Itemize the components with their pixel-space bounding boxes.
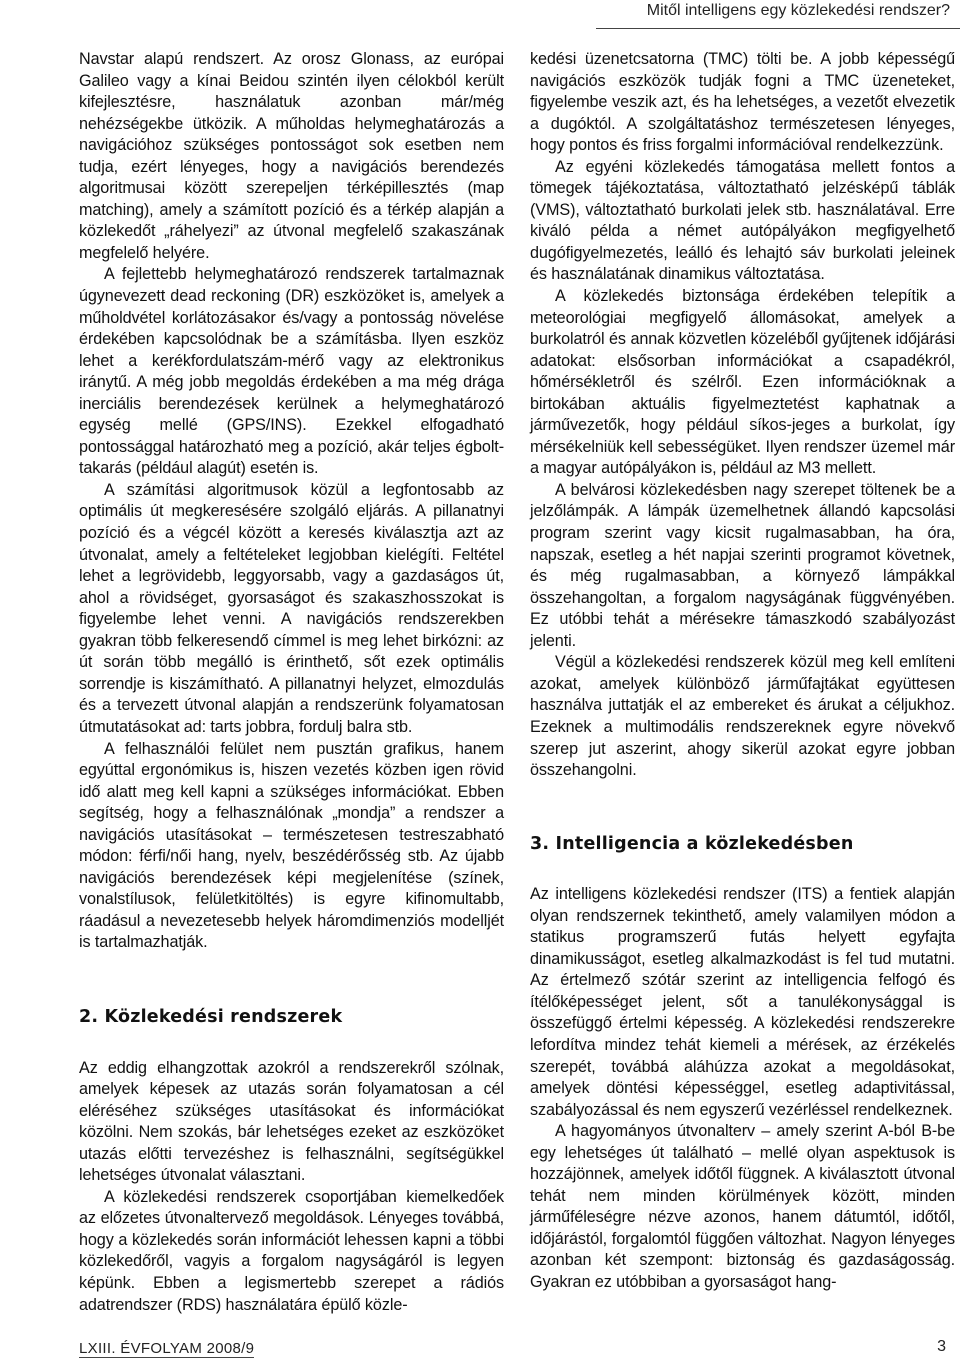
running-title: Mitől intelligens egy közlekedési rendszer?: [646, 2, 950, 19]
left-column: [79, 49, 504, 1316]
paragraph: kedési üzenetcsatorna (TMC) tölti be. A jobb képességű navigációs eszközök tudják fogni a TMC üzeneteket, figyelembe veszik azt, és ha lehetséges, a vezetőt elvezetik a dugóktól. A szolgáltatáshoz természetesen lényeges, hogy pontos és friss forgalmi információval rendelkezzünk.: [530, 50, 955, 155]
paragraph: A fejlettebb helymeghatározó rendszerek tartalmaznak úgynevezett dead reckoning (DR) eszközöket is, amelyek a műholdvétel korlátozásakor és/vagy a pontosság növelése érdekében kapcsolódnak be a számításba. Ilyen eszköz lehet a kerékfordulatszám-mérő vagy az elektronikus iránytű. A még jobb megoldás érdekében a ma még drága inerciális berendezések kerülnek a helymeghatározó egység mellé (GPS/INS). Ezekkel elfogadható pontossággal határozható meg a pozíció, akár teljes égbolt-takarás (például alagút) esetén is.: [79, 265, 504, 478]
paragraph: Végül a közlekedési rendszerek közül meg kell említeni azokat, amelyek különböző járműfajtákat együttesen használva juttatják el az embereket és árukat a céljukhoz. Ezeknek a multimodális rendszereknek egyre növekvő szerep jut aszerint, ahogy sikerül azokat egyre jobban összehangolni.: [530, 653, 955, 780]
journal-issue: LXIII. ÉVFOLYAM 2008/9: [79, 1340, 255, 1357]
page-number: 3: [937, 1338, 946, 1355]
paragraph: Az egyéni közlekedés támogatása mellett fontos a tömegek tájékoztatása, változtatható jelzésképű táblák (VMS), változtatható burkolati jelek stb. használatával. Erre kiváló példa a német autópályákon megfigyelhető dugófigyelmezetés, leálló és lehajtó sáv burkolati jeleinek és használatának dinamikus változtatása.: [530, 157, 955, 284]
paragraph: A belvárosi közlekedésben nagy szerepet töltenek be a jelzőlámpák. A lámpák üzemelhetnek állandó kapcsolási program szerint vagy kicsit rugalmasabban, ha óra, napszak, esetleg a hét napjai szerinti programot követnek, és még rugalmasabban, a környező lámpákkal összehangoltan, a forgalom nagyságának függvényében. Ez utóbbi tehát a mérésekre támaszkodó szabályozást jelenti.: [530, 480, 955, 650]
paragraph: Az intelligens közlekedési rendszer (ITS) a fentiek alapján olyan rendszernek tekinthető, amely valamilyen módon a statikus programszerű futás helyett egyfajta dinamikusságot, esetleg alkalmazkodást is fel tud mutatni. Az értelmező szótár szerint az intelligencia felfogó és ítélőképességet jelent, sőt a tanulékonysággal is összefüggő értelmi képesség. A közlekedési rendszerekre lefordítva mindez tehát kiemeli a mérések, az érzékelés szerepét, továbbá aláhúzza azokat a megoldásokat, amelyek döntési képességgel, esetleg adaptivitással, szabályozással és nem egyszerű vezérléssel rendelkeznek.: [530, 885, 955, 1119]
paragraph: A hagyományos útvonalterv – amely szerint A-ból B-be egy lehetséges út található – mellé olyan aspektusok is hozzájönnek, amelyek időtől függnek. A kiválasztott útvonal tehát nem minden körülmények között, minden járműféleségre nézve azonos, hanem dátumtól, időtől, időjárástól, forgalomtól függően változhat. Nagyon lényeges azonban két szempont: biztonság és gazdaságosság. Gyakran ez utóbbiban a gyorsaságot hang-: [530, 1122, 955, 1291]
paragraph: A közlekedési rendszerek csoportjában kiemelkedőek az előzetes útvonaltervező megoldások. Lényeges továbbá, hogy a közlekedés során információt lehessen kapni a többi közlekedőről, vagyis a forgalom nagyságáról is legyen képünk. Ebben a legismertebb szerepet a rádiós adatrendszer (RDS) használatára épülő közle-: [79, 1187, 504, 1314]
paragraph: Az eddig elhangzottak azokról a rendszerekről szólnak, amelyek képesek az utazás során folyamatosan a cél eléréséhez szükséges utasításokat és információkat közölni. Nem szokás, bár lehetséges ezeket az eszközöket utazás előtti tervezéshez is felhasználni, segítségükkel lehetséges útvonalat választani.: [79, 1058, 504, 1185]
footer-rule: [79, 1357, 254, 1358]
paragraph: A felhasználói felület nem pusztán grafikus, hanem egyúttal ergonómikus is, hiszen vezetés közben igen rövid idő alatt meg kell kapni a szükséges információkat. Ebben segítség, hogy a felhasználónak „mondja” a rendszer a navigációs utasításokat – természetesen testreszabható módon: férfi/női hang, nyelv, beszédérősség stb. Az újabb navigációs berendezések képi megjelenítése (színek, vonalstílusok, felületkitöltés) is egyre kifinomultabb, ráadásul a nevezetesebb helyek háromdimenziós modelljét is tartalmazhatják.: [79, 739, 504, 952]
header-rule: [596, 28, 960, 29]
paragraph: A közlekedés biztonsága érdekében telepítik a meteorológiai megfigyelő állomásokat, amelyek a burkolatról és annak közvetlen közeléből gyűjtenek időjárási adatokat: elsősorban információkat a csapadékról, hőmérsékletről és szélről. Ezen információknak a birtokában aktuális figyelmeztetést kaphatnak a járművezetők, hogy például síkos-jeges a burkolat, így mérsékelniük kell sebességüket. Ilyen rendszer üzemel már a magyar autópályákon is, például az M3 mellett.: [530, 287, 955, 478]
paragraph: Navstar alapú rendszert. Az orosz Glonass, az európai Galileo vagy a kínai Beidou szintén ilyen célokból került kifejlesztésre, használatuk azonban már/még nehézségekbe ütközik. A műholdas helymeghatározás a navigációhoz szükséges pontosságot sok esetben nem tudja, ezért lényeges, hogy a navigációs berendezés algoritmusai között szerepeljen térképillesztés (map matching), amely a számított pozíció és a térkép alapján a közlekedőt „ráhelyezi” az útvonal megfelelő szakaszának megfelelő helyére.: [79, 50, 504, 262]
paragraph: A számítási algoritmusok közül a legfontosabb az optimális út megkeresésére szolgáló eljárás. A pillanatnyi pozíció és a végcél között a keresés kiválasztja azt az útvonalat, amely a feltételeket legjobban kielégíti. Feltétel lehet a legrövidebb, leggyorsabb, vagy a gazdaságos út, ahol a rövidséget, gyorsaságot és szakaszhosszokat is figyelembe lehet venni. A navigációs rendszerekben gyakran több felkeresendő címmel is meg lehet birkózni: az út során több megálló is érinthető, sőt ezek optimális sorrendje is kiszámítható. A pillanatnyi helyzet, elmozdulás és a tervezett útvonal alapján a rendszerünk folyamatosan útmutatásokat ad: tarts jobbra, fordulj balra stb.: [79, 480, 504, 736]
section-heading-2: 2. Közlekedési rendszerek: [79, 1006, 343, 1027]
section-heading-3: 3. Intelligencia a közlekedésben: [530, 833, 854, 854]
right-column: [530, 49, 955, 1294]
